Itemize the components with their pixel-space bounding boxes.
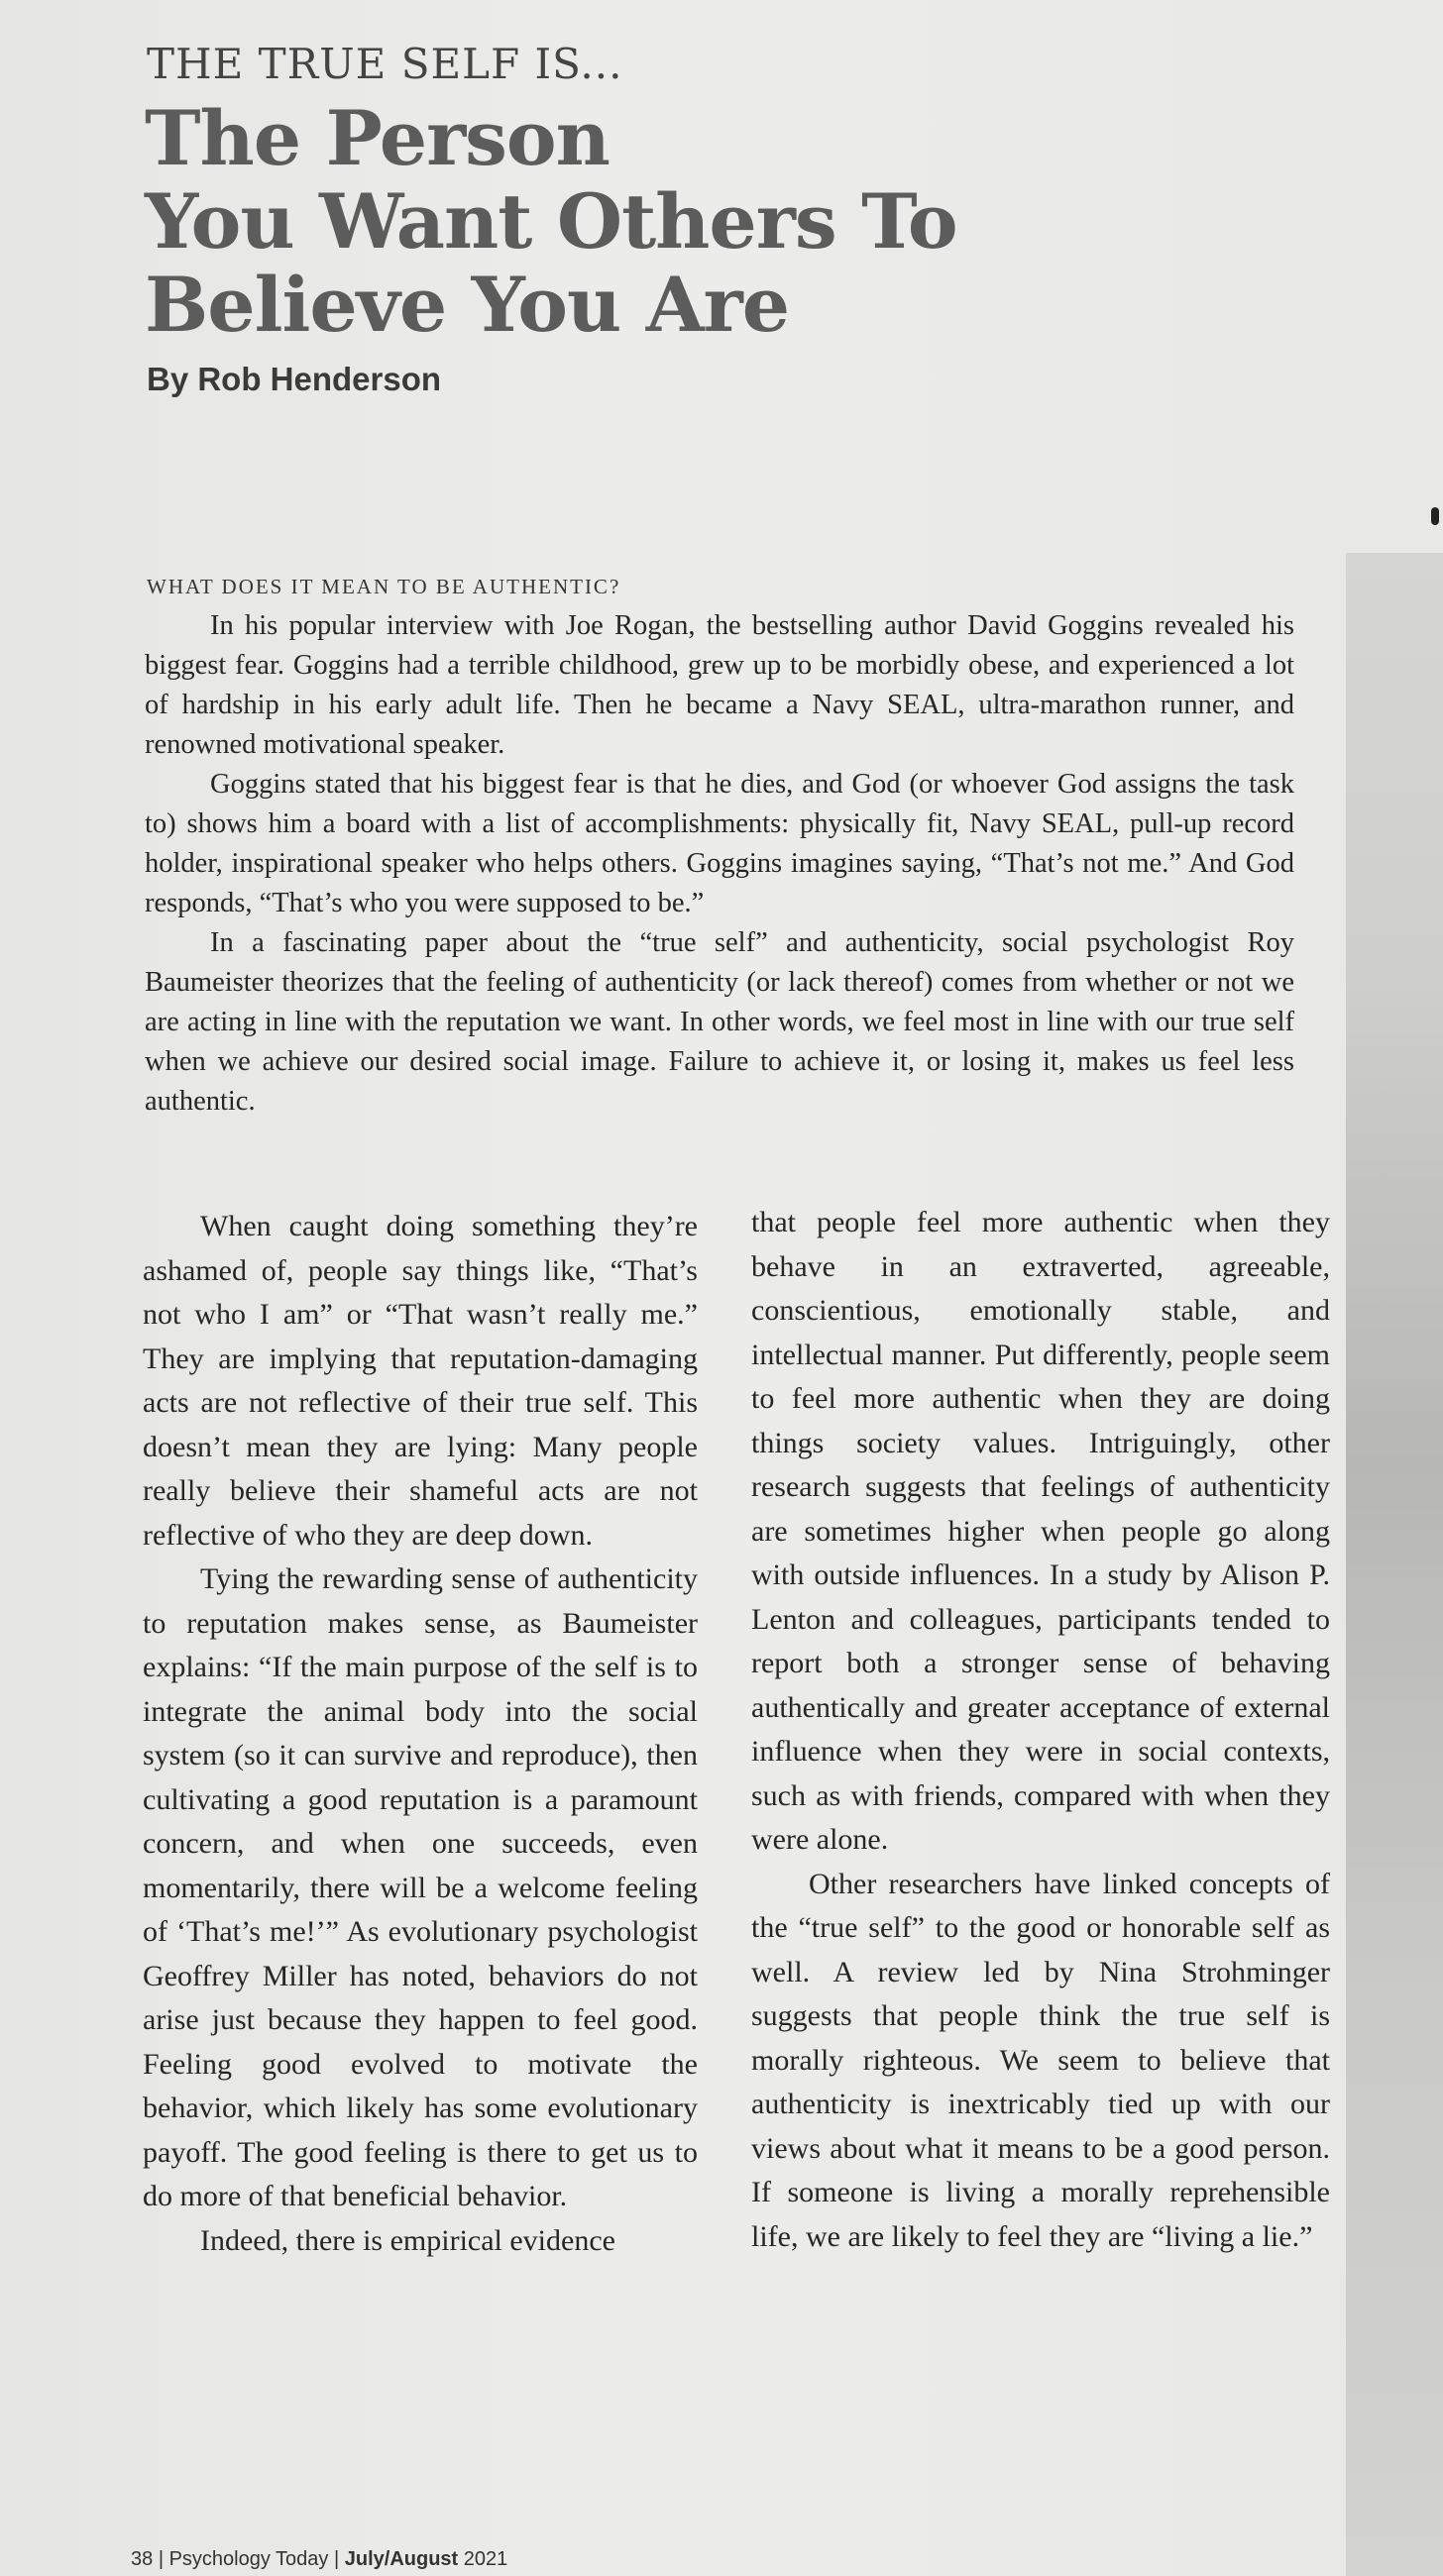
magazine-name: Psychology Today [168,2548,329,2570]
title-line: The Person [145,94,610,182]
title-line: You Want Others To [145,177,957,266]
adjacent-page-shadow [1346,553,1443,2576]
paragraph: In a fascinating paper about the “true self” and authenticity, social psychologist Roy Baumeister theorizes that the feeling of authenticity (or lack thereof) comes from whether or not we are acting in line with the reputation we want. In other words, we feel most in line with our true self when we achieve our desired social image. Failure to achieve it, or losing it, makes us feel less authentic. [145,927,1294,1117]
footer-separator: | [333,2548,340,2570]
paragraph: Other researchers have linked concepts of the “true self” to the good or honorable self as well. A review led by Nina Strohminger suggests that people think the true self is morally righteous. We seem to believe that authenticity is inextricably tied up with our views about what it means to be a good person. If someone is living a morally reprehensible life, we are likely to feel they are “living a lie.” [751,1867,1330,2253]
left-column [143,1205,698,2263]
page-footer [131,2548,507,2571]
paragraph: When caught doing something they’re ashamed of, people say things like, “That’s not who I am” or “That wasn’t really me.” They are implying that reputation-damaging acts are not reflective of their true self. This doesn’t mean they are lying: Many people really believe their shameful acts are not reflective of who they are deep down. [143,1210,698,1552]
paragraph: Tying the rewarding sense of authenticity to reputation makes sense, as Baumeister explains: “If the main purpose of the self is to integrate the animal body into the social system (so it can survive and reproduce), then cultivating a good reputation is a paramount concern, and when one succeeds, even momentarily, there will be a welcome feeling of ‘That’s me!’” As evolutionary psychologist Geoffrey Miller has noted, behaviors do not arise just because they happen to feel good. Feeling good evolved to motivate the behavior, which likely has some evolutionary payoff. The good feeling is there to get us to do more of that beneficial behavior. [143,1562,698,2212]
right-column [751,1201,1330,2259]
paragraph: that people feel more authentic when they behave in an extraverted, agreeable, conscientious, emotionally stable, and intellectual manner. Put differently, people seem to feel more authentic when they are doing things society values. Intriguingly, other research suggests that feelings of authenticity are sometimes higher when people go along with outside influences. In a study by Alison P. Lenton and colleagues, participants tended to report both a stronger sense of behaving authentically and greater acceptance of external influence when they were in social contexts, such as with friends, compared with when they were alone. [751,1206,1330,1856]
page-edge-mark [1431,507,1439,525]
intro-text [145,606,1294,1122]
paragraph: In his popular interview with Joe Rogan, the bestselling author David Goggins revealed his biggest fear. Goggins had a terrible childhood, grew up to be morbidly obese, and experienced a lot of hardship in his early adult life. Then he became a Navy SEAL, ultra-marathon runner, and renowned motivational speaker. [145,610,1294,760]
title-line: Believe You Are [145,261,790,349]
paragraph: Indeed, there is empirical evidence [200,2223,615,2257]
issue-month: July/August [344,2548,459,2570]
paragraph: Goggins stated that his biggest fear is that he dies, and God (or whoever God assigns the task to) shows him a board with a list of accomplishments: physically fit, Navy SEAL, pull-up record holder, inspirational speaker who helps others. Goggins imagines saying, “That’s not me.” And God responds, “That’s who you were supposed to be.” [145,769,1294,918]
byline: By Rob Henderson [147,361,442,397]
page-number: 38 [131,2548,154,2570]
issue-year: 2021 [463,2548,508,2570]
article-kicker: THE TRUE SELF IS... [147,40,623,88]
section-heading: WHAT DOES IT MEAN TO BE AUTHENTIC? [147,575,621,598]
footer-separator: | [158,2548,165,2570]
article-title [145,94,957,349]
